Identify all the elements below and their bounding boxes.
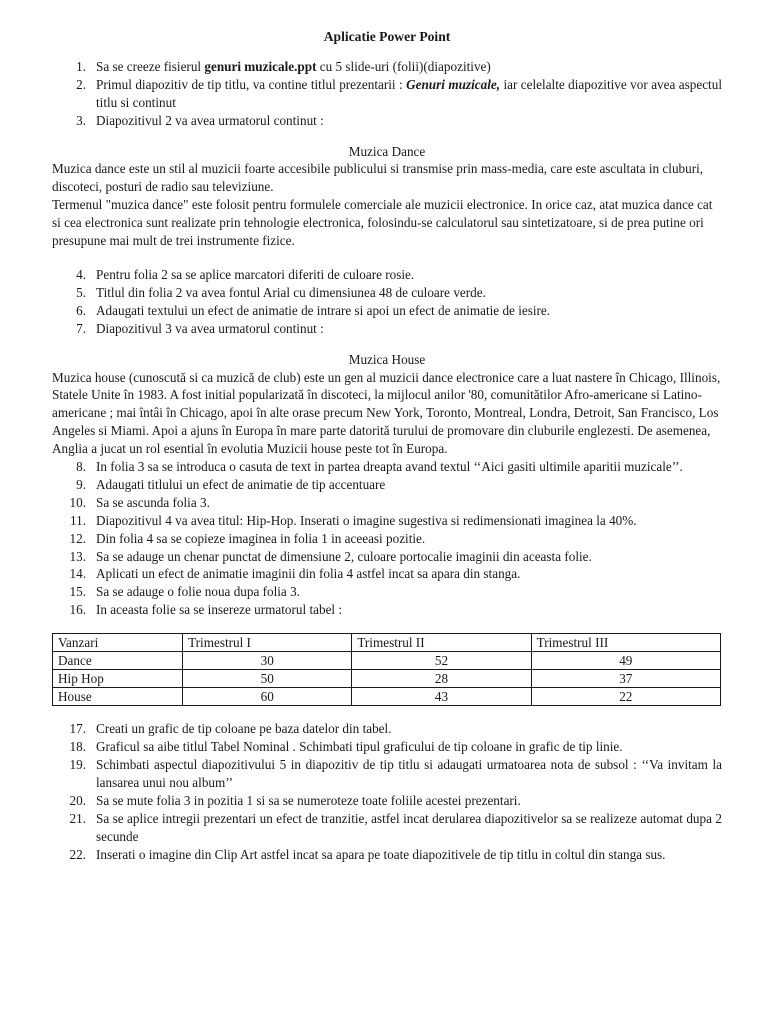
list-item xyxy=(52,583,722,601)
table-header-row xyxy=(53,634,721,652)
instruction-list-1 xyxy=(52,58,722,130)
list-item xyxy=(52,792,722,810)
paragraph-dance-1: Muzica dance este un stil al muzicii foarte accesibile publicului si transmise prin mass-media, care este ascultata in cluburi, discoteci, posturi de radio sau televiziune. xyxy=(52,161,704,195)
list-item xyxy=(52,494,722,512)
item-text: Schimbati aspectul diapozitivului 5 in diapozitiv de tip titlu si adaugati urmatoarea nota de subsol : ‘‘Va invitam la lansarea unui nou album’’ xyxy=(96,757,722,790)
item-number: 5. xyxy=(76,284,86,300)
item-text: Sa se ascunda folia 3. xyxy=(96,494,210,510)
table-header-cell: Trimestrul I xyxy=(183,634,352,652)
item-text: Pentru folia 2 sa se aplice marcatori diferiti de culoare rosie. xyxy=(96,266,415,282)
list-item xyxy=(52,810,722,846)
table-row xyxy=(53,688,721,706)
item-text: Inserati o imagine din Clip Art astfel incat sa apara pe toate diapozitivele de tip titlu in coltul din stanga sus. xyxy=(96,846,666,862)
table-cell: 43 xyxy=(352,688,531,706)
item-text: Sa se adauge o folie noua dupa folia 3. xyxy=(96,584,300,600)
item-number: 18. xyxy=(69,739,86,755)
table-cell: Hip Hop xyxy=(53,670,183,688)
list-item xyxy=(52,601,722,619)
section-heading-house: Muzica House xyxy=(348,351,426,367)
table-cell: 37 xyxy=(531,670,720,688)
list-item xyxy=(52,846,722,864)
list-item xyxy=(52,738,722,756)
table-cell: 30 xyxy=(183,652,352,670)
item-number: 11. xyxy=(70,512,86,528)
spacer xyxy=(52,250,722,266)
item-number: 9. xyxy=(76,476,86,492)
item-text: Din folia 4 sa se copieze imaginea in folia 1 in aceeasi pozitie. xyxy=(96,530,426,546)
item-number: 4. xyxy=(76,266,86,282)
item-number: 17. xyxy=(69,721,86,737)
list-item xyxy=(52,284,722,302)
item-text: Diapozitivul 4 va avea titul: Hip-Hop. Inserati o imagine sugestiva si redimensionati imaginea la 40%. xyxy=(96,512,637,528)
paragraph-dance-2: Termenul "muzica dance" este folosit pentru formulele comerciale ale muzicii electronice. In orice caz, atat muzica dance cat si cea electronica sunt realizate prin tehnologie electronica, folosindu-se calculatorul sau sintetizatoare, si de prea putine ori presupune mai mult de trei instrumente fizice. xyxy=(52,197,713,249)
item-text: Primul diapozitiv de tip titlu, va contine titlul prezentarii : xyxy=(96,76,407,92)
section-heading-dance: Muzica Dance xyxy=(348,143,426,159)
instruction-list-4 xyxy=(52,720,722,863)
item-text: Sa se aplice intregii prezentari un efect de tranzitie, astfel incat derularea diapozitivelor sa se realizeze automat dupa 2 secunde xyxy=(96,810,722,844)
item-text: Aplicati un efect de animatie imaginii din folia 4 astfel incat sa apara din stanga. xyxy=(96,566,521,582)
item-number: 14. xyxy=(69,566,86,582)
item-number: 1. xyxy=(76,58,86,74)
item-number: 15. xyxy=(69,584,86,600)
item-text: cu 5 slide-uri (folii)(diapozitive) xyxy=(316,58,491,74)
table-cell: 50 xyxy=(183,670,352,688)
item-number: 6. xyxy=(76,302,86,318)
list-item xyxy=(52,512,722,530)
instruction-list-3 xyxy=(52,458,722,619)
table-cell: 60 xyxy=(183,688,352,706)
list-item xyxy=(52,320,722,338)
table-header-cell: Trimestrul III xyxy=(531,634,720,652)
item-text: Sa se creeze fisierul xyxy=(96,58,205,74)
item-text: Titlul din folia 2 va avea fontul Arial cu dimensiunea 48 de culoare verde. xyxy=(96,284,486,300)
item-text: Graficul sa aibe titlul Tabel Nominal . Schimbati tipul graficului de tip coloane in grafic de tip linie. xyxy=(96,739,623,755)
item-text: In aceasta folie sa se insereze urmatorul tabel : xyxy=(96,602,343,618)
item-text: Diapozitivul 2 va avea urmatorul continut : xyxy=(96,112,324,128)
list-item xyxy=(52,565,722,583)
table-header-cell: Vanzari xyxy=(53,634,183,652)
list-item xyxy=(52,530,722,548)
table-cell: 49 xyxy=(531,652,720,670)
table-cell: House xyxy=(53,688,183,706)
table-row xyxy=(53,670,721,688)
item-text: Sa se adauge un chenar punctat de dimensiune 2, culoare portocalie imaginii din aceasta folie. xyxy=(96,548,592,564)
item-number: 3. xyxy=(76,112,86,128)
item-number: 20. xyxy=(69,792,86,808)
sales-table xyxy=(52,633,721,706)
instruction-list-2 xyxy=(52,266,722,338)
item-number: 7. xyxy=(76,320,86,336)
list-item xyxy=(52,266,722,284)
list-item xyxy=(52,720,722,738)
document-title: Aplicatie Power Point xyxy=(323,29,451,44)
list-item xyxy=(52,302,722,320)
table-cell: 22 xyxy=(531,688,720,706)
item-number: 13. xyxy=(69,548,86,564)
item-number: 19. xyxy=(69,757,86,772)
item-text: iar celelalte diapozitive vor avea aspectul titlu si continut xyxy=(96,76,722,110)
table-cell: 52 xyxy=(352,652,531,670)
item-text: In folia 3 sa se introduca o casuta de text in partea dreapta avand textul ‘‘Aici gasiti ultimile aparitii muzicale’’. xyxy=(96,459,683,475)
table-row xyxy=(53,652,721,670)
list-item xyxy=(52,548,722,566)
item-number: 12. xyxy=(69,530,86,546)
table-cell: Dance xyxy=(53,652,183,670)
list-item xyxy=(52,76,722,112)
item-number: 22. xyxy=(69,846,86,862)
list-item xyxy=(52,756,722,792)
item-text: Adaugati textului un efect de animatie de intrare si apoi un efect de animatie de iesire. xyxy=(96,302,551,318)
item-text: Diapozitivul 3 va avea urmatorul continut : xyxy=(96,320,324,336)
item-number: 10. xyxy=(69,494,86,510)
table-header-cell: Trimestrul II xyxy=(352,634,531,652)
presentation-title-emphasis: Genuri muzicale, xyxy=(406,76,501,92)
item-number: 8. xyxy=(76,459,86,475)
table-cell: 28 xyxy=(352,670,531,688)
item-text: Creati un grafic de tip coloane pe baza datelor din tabel. xyxy=(96,721,392,737)
list-item xyxy=(52,112,722,130)
paragraph-house: Muzica house (cunoscută si ca muzică de club) este un gen al muzicii dance electronice care a luat nastere în Chicago, Illinois, Statele Unite în 1983. A fost initial popularizată în discoteci, la mijlocul anilor '80, comunitătilor Afro-americane si Latino-americane ; mai întâi în Chicago, apoi în alte orase precum New York, Toronto, Montreal, Londra, Detroit, San Francisco, Los Angeles si Miami. Apoi a ajuns în Europa în mare parte datorită turului de promovare din cluburile englezesti. De asemenea, Anglia a jucat un rol esential în evolutia Muzicii house peste tot în Europa. xyxy=(52,369,721,457)
item-number: 21. xyxy=(69,810,86,826)
list-item xyxy=(52,458,722,476)
filename-bold: genuri muzicale.ppt xyxy=(204,58,317,74)
item-number: 2. xyxy=(76,76,86,92)
item-number: 16. xyxy=(69,602,86,618)
list-item xyxy=(52,476,722,494)
list-item xyxy=(52,58,722,76)
item-text: Adaugati titlului un efect de animatie de tip accentuare xyxy=(96,476,386,492)
item-text: Sa se mute folia 3 in pozitia 1 si sa se numeroteze toate foliile acestei prezentari. xyxy=(96,792,521,808)
